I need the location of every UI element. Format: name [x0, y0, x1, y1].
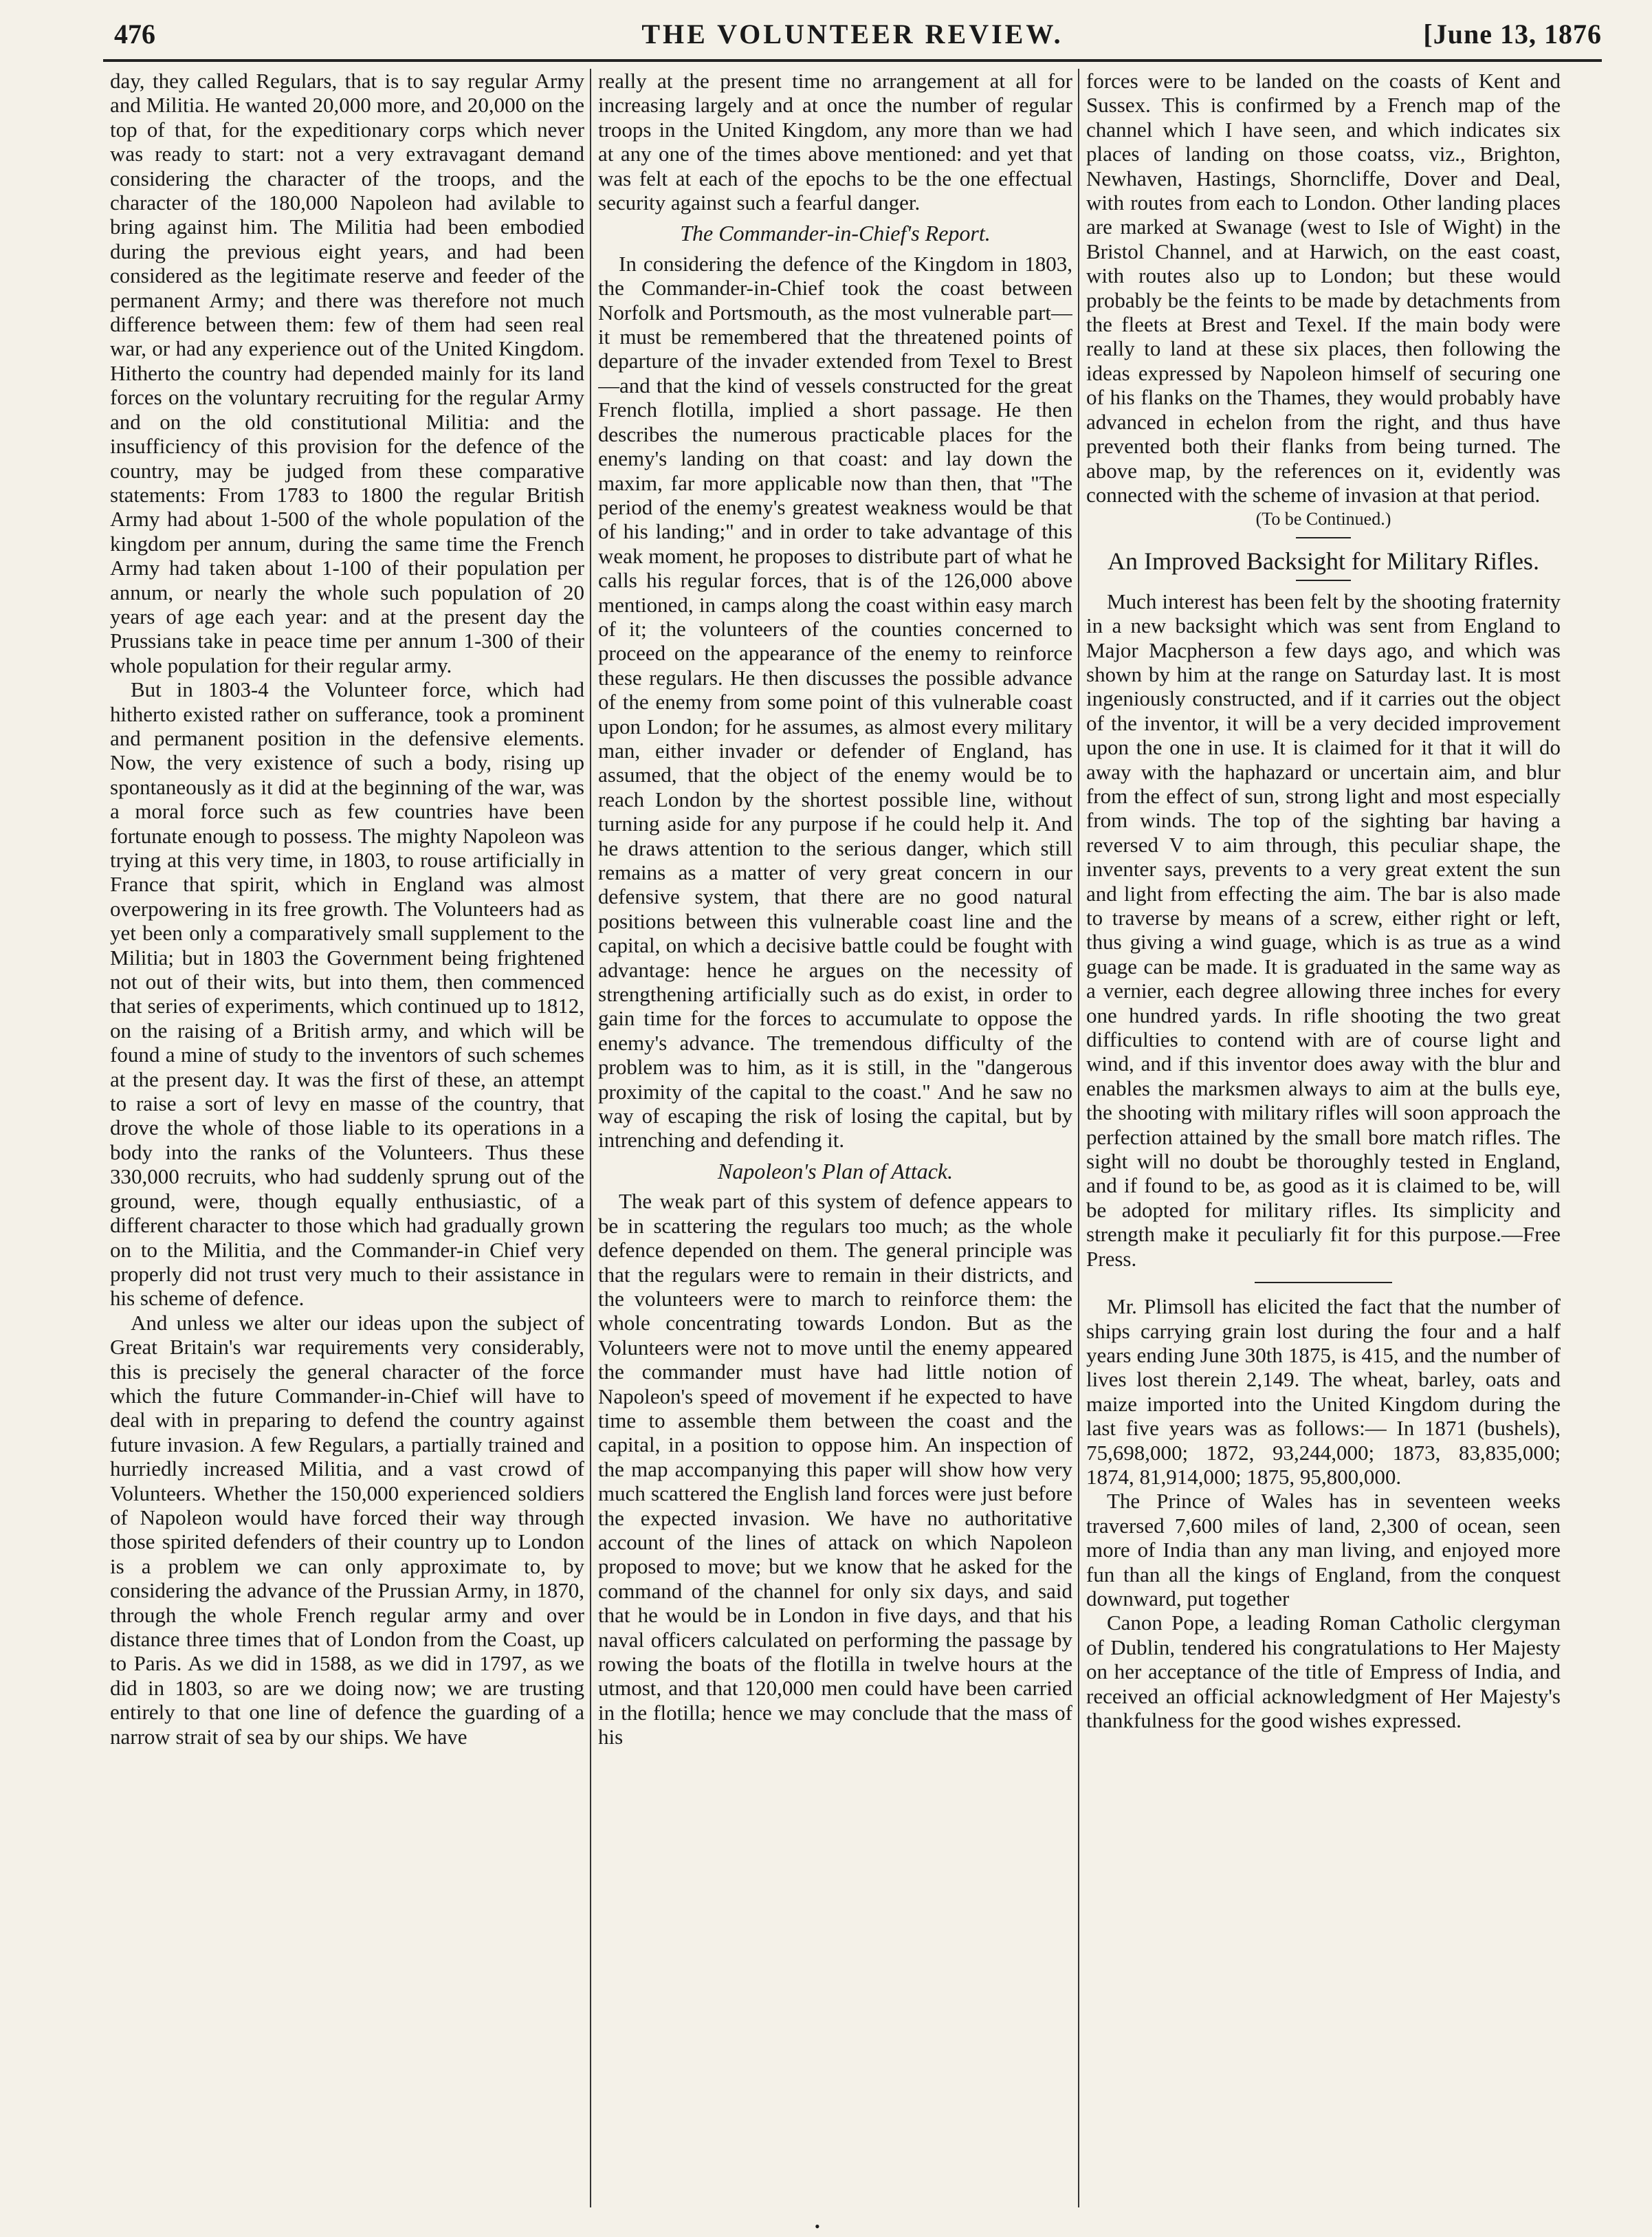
col3-paragraph-1: forces were to be landed on the coasts of Kent and Sussex. This is confirmed by a French map of the channel which I have seen, and which indicates six places of landing on those coatss, viz., Brighton, Newhaven, Hastings, Shorncliffe, Dover and Deal, with routes from each to London. Other landing places are marked at Swanage (west to Isle of Wight) in the Bristol Channel, and at Harwich, on the east coast, with routes also up to London; but these would probably be the feints to be made by detachments from the fleets at Brest and Texel. If the main body were really to land at these six places, then following the ideas expressed by Napoleon himself of securing one of his flanks on the Thames, they would probably have advanced in echelon from the right, and thus have prevented both their flanks from being turned. The above map, by the references on it, evidently was connected with the scheme of invasion at that period. — [1086, 69, 1561, 507]
col3-paragraph-5: Canon Pope, a leading Roman Catholic clergyman of Dublin, tendered his congratulations to Her Majesty on her acceptance of the title of Empress of India, and received an official acknowledgment of Her Majesty's thankfulness for the good wishes expressed. — [1086, 1611, 1561, 1732]
col2-paragraph-2: In considering the defence of the Kingdom in 1803, the Commander-in-Chief took the coast between Norfolk and Portsmouth, as the most vulnerable part—it must be remembered that the threatened points of departure of the invader extended from Texel to Brest—and that the kind of vessels constructed for the great French flotilla, implied a short passage. He then describes the numerous practicable places for the enemy's landing on that coast: and lay down the maxim, far more applicable now than then, that "The period of the enemy's greatest weakness would be that of his landing;" and in order to take advantage of this weak moment, he proposes to distribute part of what he calls his regular forces, that is of the 126,000 above mentioned, in camps along the coast within easy march of it; the volunteers of the counties concerned to proceed on the appearance of the enemy to reinforce these regulars. He then discusses the possible advance of the enemy from some point of this vulnerable coast upon London; for he assumes, as almost every military man, either invader or defender of England, has assumed, that the object of the enemy would be to reach London by the shortest possible line, without turning aside for any purpose if he could help it. And he draws attention to the serious danger, which still remains as a matter of very great concern in our defensive system, that there are no good natural positions between this vulnerable coast line and the capital, on which a decisive battle could be fought with advantage: hence he argues on the necessity of strengthening artificially such as do exist, in order to gain time for the forces to accumulate to oppose the enemy's advance. The tremendous difficulty of the problem was to him, as it is still, in the "dangerous proximity of the capital to the coast." And he saw no way of escaping the risk of losing the capital, but by intrenching and defending it. — [598, 251, 1072, 1153]
article-separator — [1296, 537, 1351, 538]
header-rule — [103, 59, 1602, 62]
page-number: 476 — [114, 19, 155, 50]
col1-paragraph-1: day, they called Regulars, that is to say regular Army and Militia. He wanted 20,000 more, and 20,000 on the top of that, for the expeditionary corps which never was ready to start: not a very extravagant demand considering the character of the troops, and the character of the 180,000 Napoleon had avilable to bring against him. The Militia had been embodied during the previous eight years, and had been considered as the legitimate reserve and feeder of the permanent Army; and there was therefore not much difference between them: few of them had seen real war, or had any experience out of the United Kingdom. Hitherto the country had depended mainly for its land forces on the voluntary recruiting for the regular Army and on the old constitutional Militia: and the insufficiency of this provision for the defence of the country, may be judged from these comparative statements: From 1783 to 1800 the regular British Army had about 1-500 of the whole population of the kingdom per annum, during the same time the French Army had taken about 1-100 of their population per annum, or nearly the whole such population of 20 years of age each year: and at the present day the Prussians take in peace time per annum 1-300 of their whole population for their regular army. — [110, 69, 584, 677]
column-divider-2 — [1078, 69, 1079, 2207]
col2-paragraph-3: The weak part of this system of defence appears to be in scattering the regulars too much; as the whole defence depended on them. The general principle was that the regulars were to remain in their districts, and the volunteers were to march to reinforce them: the whole concentrating towards London. But as the Volunteers were not to move until the enemy appeared the commander must have had little notion of Napoleon's speed of movement if he expected to have time to assemble them between the coast and the capital, in a position to oppose him. An inspection of the map accompanying this paper will show how very much scattered the English land forces were just before the expected invasion. We have no authoritative account of the lines of attack on which Napoleon proposed to move; but we know that he asked for the command of the channel for only six days, and said that he would be in London in five days, and that his naval officers calculated on performing the passage by rowing the boats of the flotilla in twelve hours at the utmost, and that 120,000 men could have been carried in the flotilla; hence we may conclude that the mass of his — [598, 1189, 1072, 1749]
col3-paragraph-4: The Prince of Wales has in seventeen weeks traversed 7,600 miles of land, 2,300 of ocean, seen more of India than any man living, and enjoyed more fun than all the kings of England, from the conquest downward, put together — [1086, 1489, 1561, 1611]
section-heading-napoleon-plan: Napoleon's Plan of Attack. — [717, 1158, 954, 1183]
column-divider-1 — [590, 69, 591, 2207]
col1-paragraph-3: And unless we alter our ideas upon the subject of Great Britain's war requirements very considerably, this is precisely the general character of the force which the future Commander-in-Chief will have to deal with in preparing to defend the country against future invasion. A few Regulars, a partially trained and hurriedly increased Militia, and a vast crowd of Volunteers. Whether the 150,000 experienced soldiers of Napoleon would have forced their way through those spirited defenders of their country up to London is a problem we can only approximate to, by considering the advance of the Prussian Army, in 1870, through the whole French regular army and over distance three times that of London from the Coast, up to Paris. As we did in 1588, as we did in 1797, as we did in 1803, so are we doing now; we are trusting entirely to that one line of defence the guarding of a narrow strait of sea by our ships. We have — [110, 1310, 584, 1749]
col1-paragraph-2: But in 1803-4 the Volunteer force, which had hitherto existed rather on sufferance, took a prominent and permanent position in the defensive elements. Now, the very existence of such a body, rising up spontaneously as it did at the beginning of the war, was a moral force such as few countries have been fortunate enough to possess. The mighty Napoleon was trying at this very time, in 1803, to rouse artificially in France that spirit, which in England was almost overpowering in its free growth. The Volunteers had as yet been only a comparatively small supplement to the Militia; but in 1803 the Government being frightened not out of their wits, but into them, then commenced that series of experiments, which continued up to 1812, on the raising of a British army, and which will be found a mine of study to the inventors of such schemes at the present day. It was the first of these, an attempt to raise a sort of levy en masse of the country, that drove the whole of those liable to its operations in a body into the ranks of the Volunteers. Thus these 330,000 recruits, who had suddenly sprung out of the ground, were, though equally enthusiastic, of a different character to those which had gradually grown on to the Militia, and the Commander-in Chief very properly did not trust very much to their assistance in his scheme of defence. — [110, 677, 584, 1311]
page-header — [103, 18, 1602, 61]
publication-title: THE VOLUNTEER REVIEW. — [641, 19, 1064, 50]
section-heading-commander-report: The Commander-in-Chief's Report. — [680, 221, 991, 246]
title-underline — [1296, 580, 1351, 581]
issue-date: [June 13, 1876 — [1423, 19, 1602, 50]
column-1 — [110, 69, 584, 2214]
col3-paragraph-2: Much interest has been felt by the shooting fraternity in a new backsight which was sent from England to Major Macpherson a few days ago, and which was shown by him at the range on Saturday last. It is most ingeniously constructed, and if it carries out the object of the inventor, it will be a very decided improvement upon the one in use. It is claimed for it that it will do away with the haphazard or uncertain aim, and blur from the effect of sun, strong light and most especially from winds. The top of the sighting bar having a reversed V to aim through, this peculiar shape, the inventer says, prevents to a very great extent the sun and light from effecting the aim. The bar is also made to traverse by means of a screw, either right or left, thus giving a wind guage, which is as true as a wind guage can be made. It is graduated in the same way as a vernier, each degree allowing three inches for every one hundred yards. In rifle shooting the two great difficulties to contend with are of course light and wind, and if this inventor does away with the blur and enables the marksmen always to aim at the bulls eye, the shooting with military rifles will soon approach the perfection attained by the small bore match rifles. The sight will no doubt be thoroughly tested in England, and if found to be, as good as it is claimed to be, will be adopted for military rifles. Its simplicity and strength make it peculiarly fit for this purpose.—Free Press. — [1086, 589, 1561, 1271]
column-3 — [1086, 69, 1561, 2214]
bottom-mark: • — [815, 2218, 820, 2235]
to-be-continued-note: (To be Continued.) — [1255, 509, 1391, 530]
col3-paragraph-3: Mr. Plimsoll has elicited the fact that the number of ships carrying grain lost during the four and a half years ending June 30th 1875, is 415, and the number of lives lost therein 2,149. The wheat, barley, oats and maize imported into the United Kingdom during the last five years was as follows:— In 1871 (bushels), 75,698,000; 1872, 93,244,000; 1873, 83,835,000; 1874, 81,914,000; 1875, 95,800,000. — [1086, 1294, 1561, 1489]
column-2 — [598, 69, 1072, 2214]
article-title-backsight: An Improved Backsight for Military Rifles. — [1108, 547, 1539, 575]
col2-paragraph-1: really at the present time no arrangement at all for increasing largely and at once the number of regular troops in the United Kingdom, any more than we had at any one of the times above mentioned: and yet that was felt at each of the epochs to be the one effectual security against such a fearful danger. — [598, 69, 1072, 215]
item-separator — [1255, 1282, 1392, 1283]
